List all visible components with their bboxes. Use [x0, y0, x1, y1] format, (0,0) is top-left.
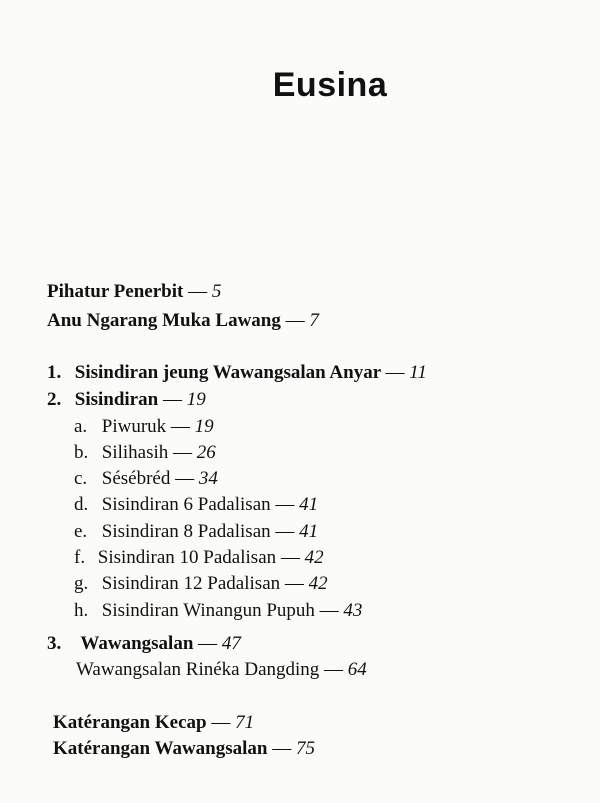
entry-label: Sisindiran 12 Padalisan — [101, 573, 281, 594]
toc-entry-back[interactable] — [53, 711, 254, 735]
entry-label: Wawangsalan Rinéka Dangding — [76, 659, 320, 680]
entry-letter: b. — [74, 442, 89, 463]
entry-page: 41 — [299, 521, 319, 542]
entry-page: 11 — [409, 362, 427, 383]
entry-dash: — — [188, 281, 208, 302]
entry-letter: d. — [74, 494, 89, 515]
entry-label: Wawangsalan — [80, 633, 194, 654]
toc-entry-sub[interactable] — [74, 599, 362, 623]
entry-dash: — — [275, 521, 295, 542]
entry-dash: — — [324, 659, 344, 680]
entry-page: 43 — [343, 600, 363, 621]
entry-page: 75 — [296, 738, 315, 759]
show-through-text — [200, 118, 207, 149]
entry-page: 42 — [304, 547, 324, 568]
toc-entry-sub[interactable] — [74, 493, 318, 517]
entry-page: 64 — [347, 659, 367, 680]
toc-entry-sub[interactable] — [74, 572, 328, 596]
entry-dash: — — [173, 442, 193, 463]
entry-dash: — — [319, 600, 339, 621]
entry-letter: h. — [74, 600, 89, 621]
entry-letter: c. — [74, 468, 88, 489]
entry-dash: — — [198, 633, 218, 654]
entry-label: Sésébréd — [101, 468, 171, 489]
entry-page: 71 — [235, 712, 255, 733]
chapter-number: 2. — [47, 389, 62, 410]
entry-label: Pihatur Penerbit — [47, 281, 184, 302]
entry-letter: g. — [74, 573, 89, 594]
entry-page: 26 — [196, 442, 216, 463]
entry-dash: — — [275, 494, 295, 515]
toc-entry-front[interactable] — [47, 309, 319, 333]
chapter-number: 1. — [47, 362, 62, 383]
toc-entry-chapter[interactable] — [47, 361, 427, 385]
entry-label: Piwuruk — [101, 416, 167, 437]
entry-label: Sisindiran — [74, 389, 159, 410]
toc-entry-sub[interactable] — [74, 415, 214, 439]
entry-page: 41 — [299, 494, 319, 515]
chapter-number: 3. — [47, 633, 62, 654]
entry-dash: — — [162, 389, 182, 410]
toc-entry-back[interactable] — [53, 737, 315, 761]
entry-page: 5 — [211, 281, 222, 302]
entry-dash: — — [280, 547, 300, 568]
entry-label: Silihasih — [101, 442, 169, 463]
entry-page: 34 — [198, 468, 218, 489]
page-title: Eusina — [272, 66, 388, 104]
toc-entry-chapter[interactable] — [47, 388, 206, 412]
toc-entry-front[interactable] — [47, 280, 221, 304]
entry-label: Sisindiran Winangun Pupuh — [101, 600, 315, 621]
entry-dash: — — [272, 738, 292, 759]
entry-letter: a. — [74, 416, 88, 437]
toc-entry-sub[interactable] — [74, 467, 218, 491]
entry-page: 47 — [221, 633, 241, 654]
entry-dash: — — [170, 416, 190, 437]
entry-dash: — — [285, 310, 305, 331]
entry-letter: f. — [74, 547, 86, 568]
entry-label: Sisindiran 8 Padalisan — [101, 521, 271, 542]
entry-dash: — — [175, 468, 195, 489]
toc-entry-sub[interactable] — [74, 546, 324, 570]
entry-label: Katérangan Wawangsalan — [53, 738, 268, 759]
entry-page: 42 — [308, 573, 328, 594]
toc-entry-sub[interactable] — [76, 658, 367, 682]
entry-label: Anu Ngarang Muka Lawang — [47, 310, 281, 331]
entry-dash: — — [284, 573, 304, 594]
entry-dash: — — [385, 362, 405, 383]
entry-page: 19 — [186, 389, 206, 410]
toc-entry-sub[interactable] — [74, 520, 318, 544]
entry-label: Sisindiran jeung Wawangsalan Anyar — [74, 362, 381, 383]
entry-label: Sisindiran 6 Padalisan — [101, 494, 271, 515]
entry-label: Katérangan Kecap — [53, 712, 207, 733]
entry-label: Sisindiran 10 Padalisan — [97, 547, 277, 568]
entry-letter: e. — [74, 521, 88, 542]
toc-entry-chapter[interactable] — [47, 632, 241, 656]
entry-page: 7 — [309, 310, 319, 331]
entry-page: 19 — [194, 416, 214, 437]
toc-entry-sub[interactable] — [74, 441, 216, 465]
entry-dash: — — [211, 712, 231, 733]
